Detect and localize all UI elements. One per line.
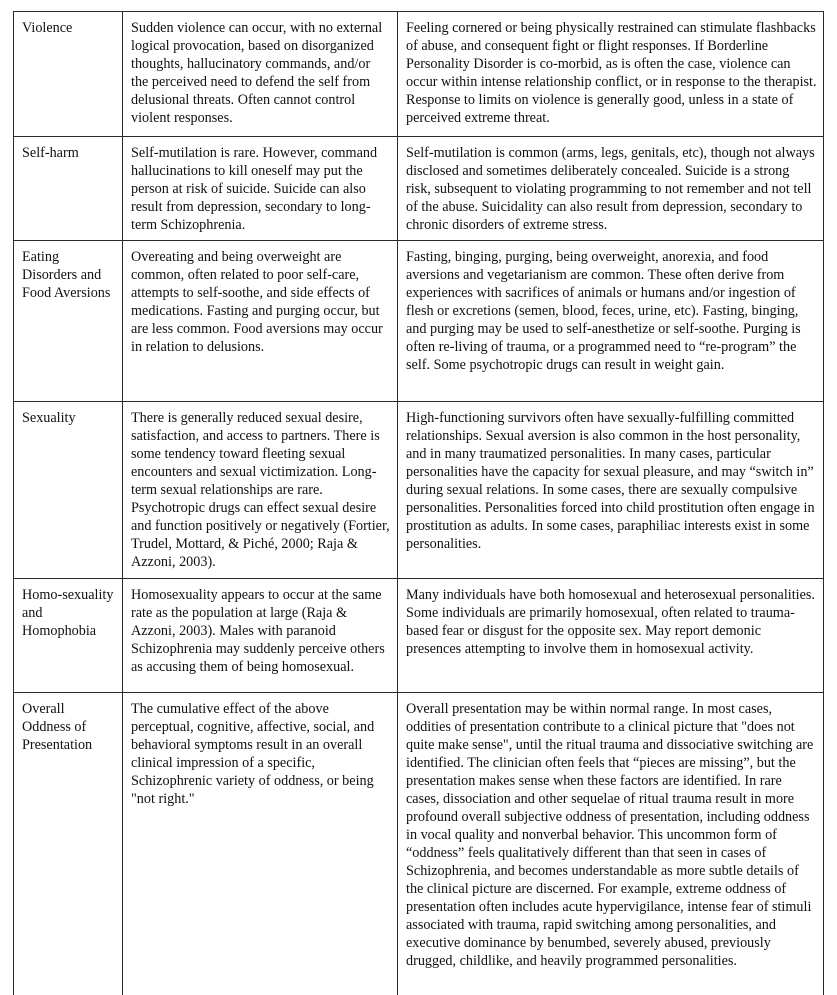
ritual-abuse-cell [398, 693, 824, 995]
topic-cell [14, 402, 123, 579]
table-row-violence [14, 12, 824, 137]
schizophrenia-text: The cumulative effect of the above perceptual, cognitive, affective, social, and behavioral symptoms result in an overall clinical impression of a specific, Schizophrenic variety of oddness, or being "not right." [131, 701, 375, 807]
schizophrenia-cell [123, 579, 398, 693]
schizophrenia-text: Overeating and being overweight are common, often related to poor self-care, attempts to self-soothe, and side effects of medications. Fasting and purging occur, but are less common. Food aversions may occur in relation to delusions. [131, 249, 383, 355]
ritual-abuse-text: Overall presentation may be within normal range. In most cases, oddities of presentation contribute to a clinical picture that "does not quite make sense", until the ritual trauma and dissociative switching are identified. The clinician often feels that “pieces are missing”, but the presentation makes sense when these factors are identified. In rare cases, dissociation and other sequelae of ritual trauma result in more profound overall subjective oddness of presentation, including oddness in vocal quality and nonverbal behavior. This uncommon form of “oddness” feels qualitatively different than that seen in cases of Schizophrenia, and becomes understandable as more subtle details of the clinical picture are discerned. For example, extreme oddness of presentation often includes acute hypervigilance, intense fear of stimuli associated with trauma, rapid switching among personalities, and executive dominance by benumbed, severely abused, previously drugged, childlike, and heavily programmed personalities. [406, 701, 814, 969]
table-row-overall-oddness [14, 693, 824, 995]
table-row-eating-disorders [14, 241, 824, 402]
ritual-abuse-text: High-functioning survivors often have sexually-fulfilling committed relationships. Sexual aversion is also common in the host personality, and in many traumatized personalities. In many cases, particular personalities have the capacity for sexual pleasure, and may “switch in” during sexual relations. In some cases, there are sexually compulsive personalities. Personalities forced into child prostitution often engage in prostitution as adults. In some cases, paraphiliac interests exist in some personalities. [406, 410, 815, 552]
ritual-abuse-cell [398, 402, 824, 579]
topic-cell [14, 241, 123, 402]
topic-label: Overall Oddness of Presentation [22, 701, 93, 753]
schizophrenia-text: Self-mutilation is rare. However, command hallucinations to kill oneself may put the person at risk of suicide. Suicide can also result from depression, secondary to long-term Schizophrenia. [131, 145, 378, 233]
table-row-homosexuality [14, 579, 824, 693]
schizophrenia-cell [123, 12, 398, 137]
topic-label: Eating Disorders and Food Aversions [22, 249, 111, 301]
schizophrenia-text: Sudden violence can occur, with no external logical provocation, based on disorganized thoughts, hallucinatory commands, and/or the perceived need to defend the self from delusional threats. Often cannot control violent responses. [131, 20, 383, 126]
ritual-abuse-text: Feeling cornered or being physically restrained can stimulate flashbacks of abuse, and consequent fight or flight responses. If Borderline Personality Disorder is co-morbid, as is often the case, violence can occur within intense relationship conflict, or in response to the therapist. Response to limits on violence is generally good, unless in a state of perceived extreme threat. [406, 20, 817, 126]
schizophrenia-cell [123, 402, 398, 579]
schizophrenia-cell [123, 241, 398, 402]
schizophrenia-cell [123, 137, 398, 241]
table-row-sexuality [14, 402, 824, 579]
ritual-abuse-cell [398, 579, 824, 693]
topic-cell [14, 693, 123, 995]
schizophrenia-text: Homosexuality appears to occur at the same rate as the population at large (Raja & Azzoni, 2003). Males with paranoid Schizophrenia may suddenly perceive others as accusing them of being homosexual. [131, 587, 385, 675]
ritual-abuse-text: Fasting, binging, purging, being overweight, anorexia, and food aversions and vegetarianism are common. These often derive from experiences with sacrifices of animals or humans and/or ingestion of flesh or excretions (semen, blood, feces, urine, etc). Fasting, binging, and purging may be used to self-anesthetize or self-soothe. Purging is often re-living of trauma, or a programmed need to “re-program” the self. Some psychotropic drugs can result in weight gain. [406, 249, 801, 373]
topic-label: Violence [22, 20, 73, 36]
schizophrenia-cell [123, 693, 398, 995]
ritual-abuse-cell [398, 137, 824, 241]
topic-cell [14, 579, 123, 693]
comparison-table [13, 11, 824, 995]
topic-label: Homo-sexuality and Homophobia [22, 587, 114, 639]
ritual-abuse-text: Self-mutilation is common (arms, legs, genitals, etc), though not always disclosed and sometimes deliberately concealed. Suicide is a strong risk, subsequent to violating programming to not remember and not tell of the abuse. Suicidality can also result from depression, secondary to chronic disorders of extreme stress. [406, 145, 815, 233]
ritual-abuse-cell [398, 241, 824, 402]
table-row-self-harm [14, 137, 824, 241]
ritual-abuse-cell [398, 12, 824, 137]
ritual-abuse-text: Many individuals have both homosexual and heterosexual personalities. Some individuals are primarily homosexual, often related to trauma-based fear or disgust for the opposite sex. May report demonic presences attempting to involve them in homosexual activity. [406, 587, 815, 657]
topic-cell [14, 137, 123, 241]
schizophrenia-text: There is generally reduced sexual desire, satisfaction, and access to partners. There is some tendency toward fleeting sexual encounters and sexual victimization. Long-term sexual relationships are rare. Psychotropic drugs can effect sexual desire and function positively or negatively (Fortier, Trudel, Mottard, & Piché, 2000; Raja & Azzoni, 2003). [131, 410, 390, 570]
topic-cell [14, 12, 123, 137]
topic-label: Sexuality [22, 410, 76, 426]
topic-label: Self-harm [22, 145, 79, 161]
